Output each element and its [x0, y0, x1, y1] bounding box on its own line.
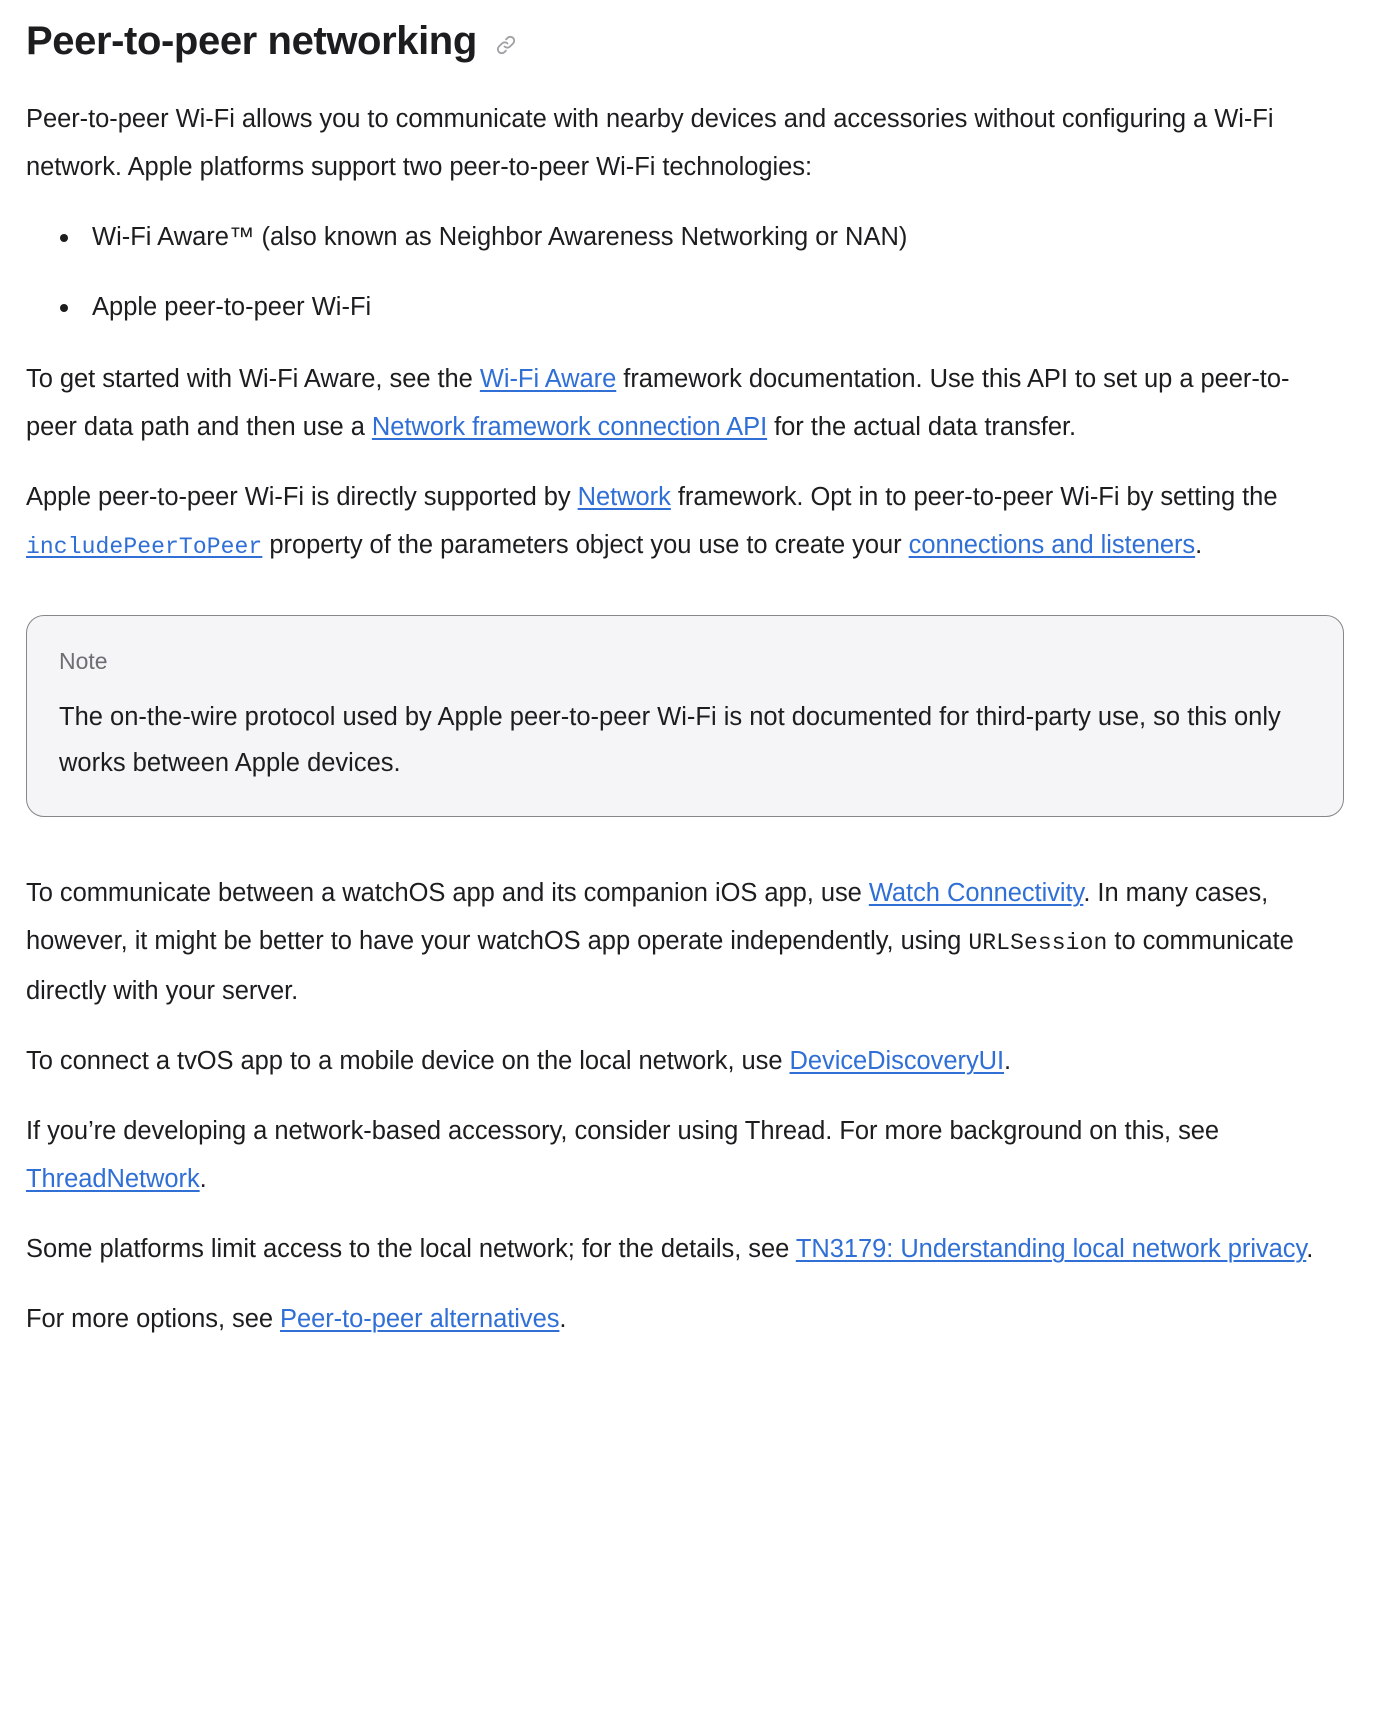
apple-p2p-paragraph [26, 473, 1316, 571]
link-include-peer-to-peer[interactable]: includePeerToPeer [26, 534, 263, 561]
list-item-label: Wi-Fi Aware™ (also known as Neighbor Awareness Networking or NAN) [92, 223, 908, 252]
link-icon[interactable] [491, 30, 521, 60]
link-thread-network[interactable]: ThreadNetwork [26, 1165, 200, 1194]
wifi-aware-paragraph [26, 355, 1316, 451]
text-fragment: . [1004, 1047, 1012, 1076]
link-network[interactable]: Network [577, 483, 671, 512]
list-item [26, 213, 1366, 261]
text-fragment: . In many cases, however, it might be better to have your watchOS app operate independently, using [26, 879, 1269, 956]
code-urlsession: URLSession [968, 930, 1108, 957]
tvos-paragraph [26, 1037, 1316, 1085]
text-fragment: property of the parameters object you use to create your [262, 531, 909, 560]
text-fragment: . [199, 1165, 207, 1194]
watch-connectivity-paragraph [26, 869, 1316, 1015]
text-fragment: Apple peer-to-peer Wi-Fi is directly supported by [26, 483, 578, 512]
page-heading [26, 18, 1366, 65]
local-network-paragraph [26, 1225, 1316, 1273]
text-fragment: Some platforms limit access to the local network; for the details, see [26, 1235, 796, 1264]
text-fragment: . [1306, 1235, 1314, 1264]
note-callout [26, 615, 1344, 817]
link-network-framework-connection-api[interactable]: Network framework connection API [371, 413, 768, 442]
link-connections-and-listeners[interactable]: connections and listeners [908, 531, 1196, 560]
intro-paragraph: Peer-to-peer Wi-Fi allows you to communicate with nearby devices and accessories without configuring a Wi-Fi network. Apple platforms support two peer-to-peer Wi-Fi technologies: [26, 105, 1274, 182]
note-label: Note [59, 648, 108, 675]
text-fragment: framework. Opt in to peer-to-peer Wi-Fi by setting the [670, 483, 1278, 512]
page-title: Peer-to-peer networking [26, 19, 477, 63]
list-item-label: Apple peer-to-peer Wi-Fi [92, 293, 372, 322]
link-tn3179-local-network-privacy[interactable]: TN3179: Understanding local network privacy [795, 1235, 1307, 1264]
text-fragment: . [1195, 531, 1203, 560]
link-watch-connectivity[interactable]: Watch Connectivity [868, 879, 1084, 908]
link-peer-to-peer-alternatives[interactable]: Peer-to-peer alternatives [280, 1305, 560, 1334]
text-fragment: for the actual data transfer. [767, 413, 1077, 442]
text-fragment: If you’re developing a network-based accessory, consider using Thread. For more background on this, see [26, 1117, 1220, 1146]
note-body: The on-the-wire protocol used by Apple peer-to-peer Wi-Fi is not documented for third-party use, so this only works between Apple devices. [59, 703, 1281, 778]
text-fragment: To communicate between a watchOS app and its companion iOS app, use [26, 879, 869, 908]
text-fragment: to communicate directly with your server. [26, 927, 1294, 1006]
link-wi-fi-aware[interactable]: Wi-Fi Aware [479, 365, 617, 394]
link-device-discovery-ui[interactable]: DeviceDiscoveryUI [789, 1047, 1005, 1076]
thread-paragraph [26, 1107, 1316, 1203]
more-options-paragraph [26, 1295, 1316, 1343]
text-fragment: framework documentation. Use this API to set up a peer-to-peer data path and then use a [26, 365, 1290, 442]
technologies-list [26, 213, 1366, 331]
text-fragment: To connect a tvOS app to a mobile device on the local network, use [26, 1047, 790, 1076]
text-fragment: . [559, 1305, 567, 1334]
text-fragment: For more options, see [26, 1305, 281, 1334]
text-fragment: To get started with Wi-Fi Aware, see the [26, 365, 480, 394]
list-item [26, 283, 1366, 331]
